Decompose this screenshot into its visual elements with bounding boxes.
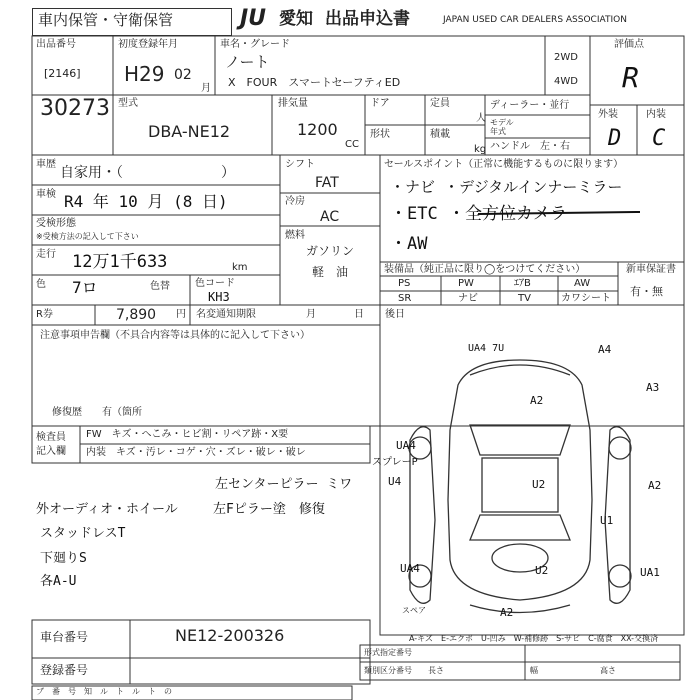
capacity-unit: 人	[476, 113, 486, 124]
mileage-label: 走行	[36, 249, 56, 260]
shift-value: FAT	[315, 175, 339, 191]
equip-navi: ナビ	[458, 293, 478, 304]
caution-label: 注意事項申告欄（不具合内容等は具体的に記入して下さい）	[40, 330, 310, 341]
diag-mark-a4: A4	[598, 343, 612, 356]
height-label: 高さ	[600, 666, 616, 675]
diag-mark-ua4-rear: UA4	[400, 562, 420, 575]
drive-2wd: 2WD	[554, 52, 578, 63]
fuel-label: 燃料	[285, 230, 305, 241]
recycle-value: 7,890	[116, 307, 157, 323]
notice-day: 日	[354, 309, 364, 320]
comment-6: 各A-U	[40, 574, 77, 589]
dealer-label: ディーラー・並行	[490, 100, 570, 111]
color-code: KH3	[208, 290, 230, 304]
selling-point-1: ・ナビ ・デジタルインナーミラー	[390, 178, 623, 196]
first-reg-year: H29	[124, 62, 165, 86]
inspector-interior-row: 内装 キズ・汚レ・コゲ・穴・ズレ・破レ・破レ	[86, 447, 306, 458]
capacity-label: 定員	[430, 98, 450, 109]
exterior-grade: D	[608, 126, 622, 151]
fuel-diesel: 軽 油	[312, 265, 349, 279]
ac-value: AC	[320, 209, 340, 225]
comment-5: 下廻りS	[40, 551, 87, 566]
color-label: 色	[36, 279, 46, 290]
receipt-sub: ※受検方法の記入して下さい	[36, 232, 139, 241]
damage-legend: A-キズ E-エクボ U-凹み W-補修跡 S-サビ C-腐食 XX-交換済	[409, 634, 659, 643]
equip-leather: カワシート	[561, 293, 611, 304]
lot-number: 30273	[40, 96, 110, 121]
equip-pw: PW	[458, 278, 474, 289]
inspector-fw-row: FW キズ・へこみ・ヒビ割・リペア跡・X要	[86, 429, 289, 440]
diag-mark-ua47u: UA4 7U	[468, 343, 505, 354]
diag-mark-a2-bottom: A2	[500, 606, 514, 619]
diag-mark-a3: A3	[646, 381, 660, 394]
aichi-text: 愛知	[279, 9, 313, 29]
comment-4: スタッドレスT	[40, 526, 126, 541]
score-label: 評価点	[614, 39, 644, 50]
new-car-warranty-value: 有・無	[630, 285, 663, 298]
comment-3: 左Fピラー塗 修復	[213, 502, 325, 517]
exterior-label: 外装	[598, 109, 618, 120]
model-year-label: モデル 年式	[490, 118, 514, 136]
model-grade-label: 車名・グレード	[220, 39, 290, 50]
comment-2: 外オーディオ・ホイール	[36, 502, 178, 517]
diag-mark-ua1: UA1	[640, 566, 660, 579]
load-label: 積載	[430, 129, 450, 140]
selling-point-3: ・AW	[390, 234, 428, 254]
mileage-unit: km	[232, 262, 248, 273]
later-label: 後日	[385, 309, 405, 320]
registration-number-label: 登録番号	[40, 663, 89, 677]
chassis-label: 車台番号	[40, 630, 89, 644]
drive-4wd: 4WD	[554, 76, 578, 87]
new-car-warranty-label: 新車保証書	[626, 264, 676, 275]
repair-history-label: 修復歴 有（箇所	[52, 407, 142, 418]
notice-month: 月	[306, 309, 316, 320]
lot-label: 出品番号	[36, 39, 76, 50]
handle-label: ハンドル 左・右	[490, 141, 570, 152]
equip-sr: SR	[398, 293, 412, 304]
history-value: 自家用・（ ）	[60, 165, 235, 181]
diag-mark-u4: U4	[388, 475, 402, 488]
diag-mark-u2-rear: U2	[535, 564, 549, 577]
first-reg-month: 02	[174, 67, 192, 83]
category-label: 類別区分番号	[364, 666, 412, 675]
door-label: ドア	[370, 98, 390, 109]
type-value: DBA-NE12	[148, 122, 231, 141]
diag-mark-spray: スプレーP	[372, 457, 418, 468]
notice-deadline-label: 名変通知期限	[196, 309, 256, 320]
diag-spare-label: スペア	[402, 606, 426, 615]
equip-ps: PS	[398, 278, 411, 289]
fuel-gasoline: ガソリン	[306, 244, 355, 258]
comment-1: 左センターピラー ミワ	[215, 477, 353, 492]
load-unit: kg	[474, 144, 487, 155]
first-reg-label: 初度登録年月	[118, 39, 178, 50]
type-label: 型式	[118, 98, 138, 109]
association-name: JAPAN USED CAR DEALERS ASSOCIATION	[443, 15, 627, 25]
ac-label: 冷房	[285, 196, 305, 207]
color-change-label: 色替	[150, 281, 170, 292]
diag-mark-a2-top: A2	[530, 394, 544, 407]
month-unit: 月	[201, 83, 211, 94]
inspection-label: 車検	[36, 189, 56, 200]
receipt-label: 受検形態	[36, 218, 76, 229]
interior-label: 内装	[646, 109, 666, 120]
mileage-value: 12万1千633	[72, 252, 168, 272]
type-designation-label: 形式指定番号	[364, 648, 412, 657]
diag-mark-a2-right: A2	[648, 479, 662, 492]
diag-mark-u2-center: U2	[532, 478, 546, 491]
interior-grade: C	[652, 126, 666, 151]
model-name: ノート	[225, 53, 270, 71]
equip-aw: AW	[574, 278, 591, 289]
displacement-label: 排気量	[278, 98, 308, 109]
bottom-row-text: ブ 番 号 知 ル ト ル ト の	[36, 687, 172, 696]
shape-label: 形状	[370, 129, 390, 140]
diag-mark-ua4-left: UA4	[396, 439, 416, 452]
color-value: 7ロ	[72, 278, 98, 297]
history-label: 車歴	[36, 159, 56, 170]
inspection-value: R4 年 10 月 (8 日)	[64, 192, 228, 211]
displacement-value: 1200	[297, 120, 338, 139]
car-diagram-outline	[409, 360, 631, 613]
recycle-unit: 円	[176, 309, 186, 320]
equip-airbag: ｴｱB	[514, 278, 531, 289]
width-label: 幅	[530, 666, 538, 675]
chassis-number: NE12-200326	[175, 626, 285, 645]
lot-small-number: [2146]	[44, 67, 81, 80]
ju-logo: JU	[240, 6, 267, 31]
length-label: 長さ	[428, 666, 444, 675]
recycle-label: R券	[36, 309, 53, 320]
color-code-label: 色コード	[195, 278, 235, 289]
equip-tv: TV	[518, 293, 531, 304]
shift-label: シフト	[285, 159, 315, 170]
selling-points-label: セールスポイント（正常に機能するものに限ります）	[384, 159, 624, 170]
inspector-label: 検査員 記入欄	[36, 432, 66, 457]
storage-label: 車内保管・守衛保管	[38, 11, 174, 29]
equipment-label: 装備品（純正品に限り◯をつけてください）	[384, 264, 586, 275]
score-value: R	[622, 61, 639, 94]
selling-point-2: ・ETC ・全方位カメラ	[390, 204, 567, 224]
displacement-unit: CC	[345, 139, 359, 150]
diag-mark-u1: U1	[600, 514, 614, 527]
grade-name: X FOUR スマートセーフティED	[228, 76, 401, 89]
form-title: 出品申込書	[325, 9, 410, 29]
